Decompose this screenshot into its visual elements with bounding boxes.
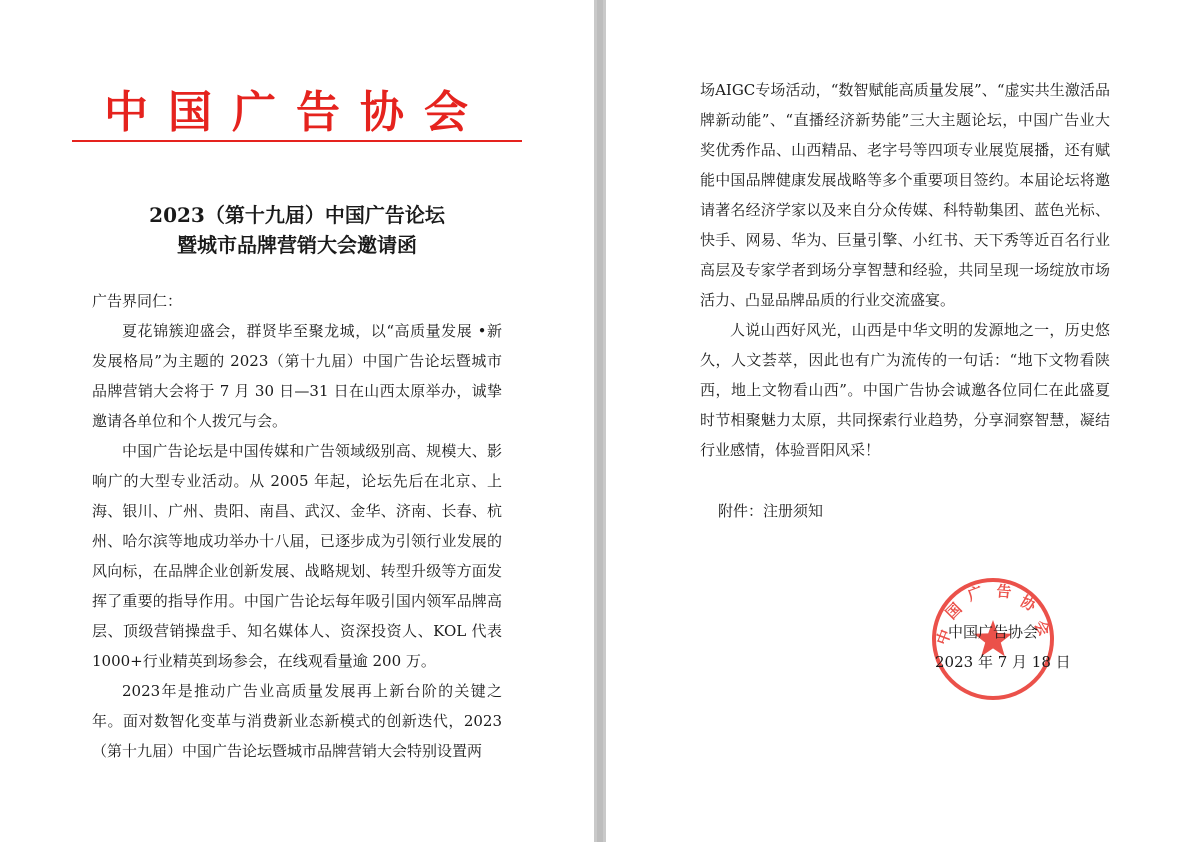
svg-text:协: 协 [1017, 591, 1040, 615]
svg-text:会: 会 [1030, 617, 1054, 640]
svg-text:国: 国 [942, 599, 966, 623]
page-gutter [594, 0, 606, 842]
attachment-note: 附件：注册须知 [718, 502, 824, 520]
document-title-line2: 暨城市品牌营销大会邀请函 [177, 233, 417, 257]
paragraph-3-continued: 场AIGC专场活动，“数智赋能高质量发展”、“虚实共生激活品牌新动能”、“直播经济新势能”三大主题论坛，中国广告业大奖优秀作品、山西精品、老字号等四项专业展览展播，还有赋能中国品牌健康发展战略等多个重要项目签约。本届论坛将邀请著名经济学家以及来自分众传媒、科特勒集团、蓝色光标、快手、网易、华为、巨量引擎、小红书、天下秀等近百名行业高层及专家学者到场分享智慧和经验，共同呈现一场绽放市场活力、凸显品牌品质的行业交流盛宴。 [700, 81, 1110, 309]
letter-body-right [700, 75, 1110, 465]
salutation: 广告界同仁： [92, 292, 183, 310]
gutter-shadow [597, 0, 603, 842]
signer-organization: 中国广告协会 [948, 623, 1039, 641]
document-title-line1: 2023（第十九届）中国广告论坛 [149, 203, 445, 227]
letterhead-rule [72, 140, 522, 142]
svg-text:中: 中 [932, 627, 955, 648]
svg-text:告: 告 [995, 582, 1013, 602]
paragraph-1: 夏花锦簇迎盛会，群贤毕至聚龙城，以“高质量发展 •新发展格局”为主题的 2023（第十九届）中国广告论坛暨城市品牌营销大会将于 7 月 30 日—31 日在山西太原举办，诚挚邀请各单位和个人拨冗与会。 [92, 322, 502, 430]
svg-text:广: 广 [965, 582, 986, 605]
letter-body-left [92, 286, 502, 766]
signing-date: 2023 年 7 月 18 日 [935, 653, 1071, 671]
paragraph-2: 中国广告论坛是中国传媒和广告领域级别高、规模大、影响广的大型专业活动。从 2005 年起，论坛先后在北京、上海、银川、广州、贵阳、南昌、武汉、金华、济南、长春、杭州、哈尔滨等地成功举办十八届，已逐步成为引领行业发展的风向标，在品牌企业创新发展、战略规划、转型升级等方面发挥了重要的指导作用。中国广告论坛每年吸引国内领军品牌高层、顶级营销操盘手、知名媒体人、资深投资人、KOL 代表 1000+行业精英到场参会，在线观看量逾 200 万。 [92, 442, 502, 670]
paragraph-3-start: 2023年是推动广告业高质量发展再上新台阶的关键之年。面对数智化变革与消费新业态新模式的创新迭代，2023（第十九届）中国广告论坛暨城市品牌营销大会特别设置两 [92, 682, 502, 760]
letterhead-organization: 中国广告协会 [104, 87, 488, 138]
paragraph-4: 人说山西好风光，山西是中华文明的发源地之一，历史悠久，人文荟萃，因此也有广为流传的一句话：“地下文物看陕西，地上文物看山西”。中国广告协会诚邀各位同仁在此盛夏时节相聚魅力太原，共同探索行业趋势，分享洞察智慧，凝结行业感情，体验晋阳风采！ [700, 321, 1110, 459]
